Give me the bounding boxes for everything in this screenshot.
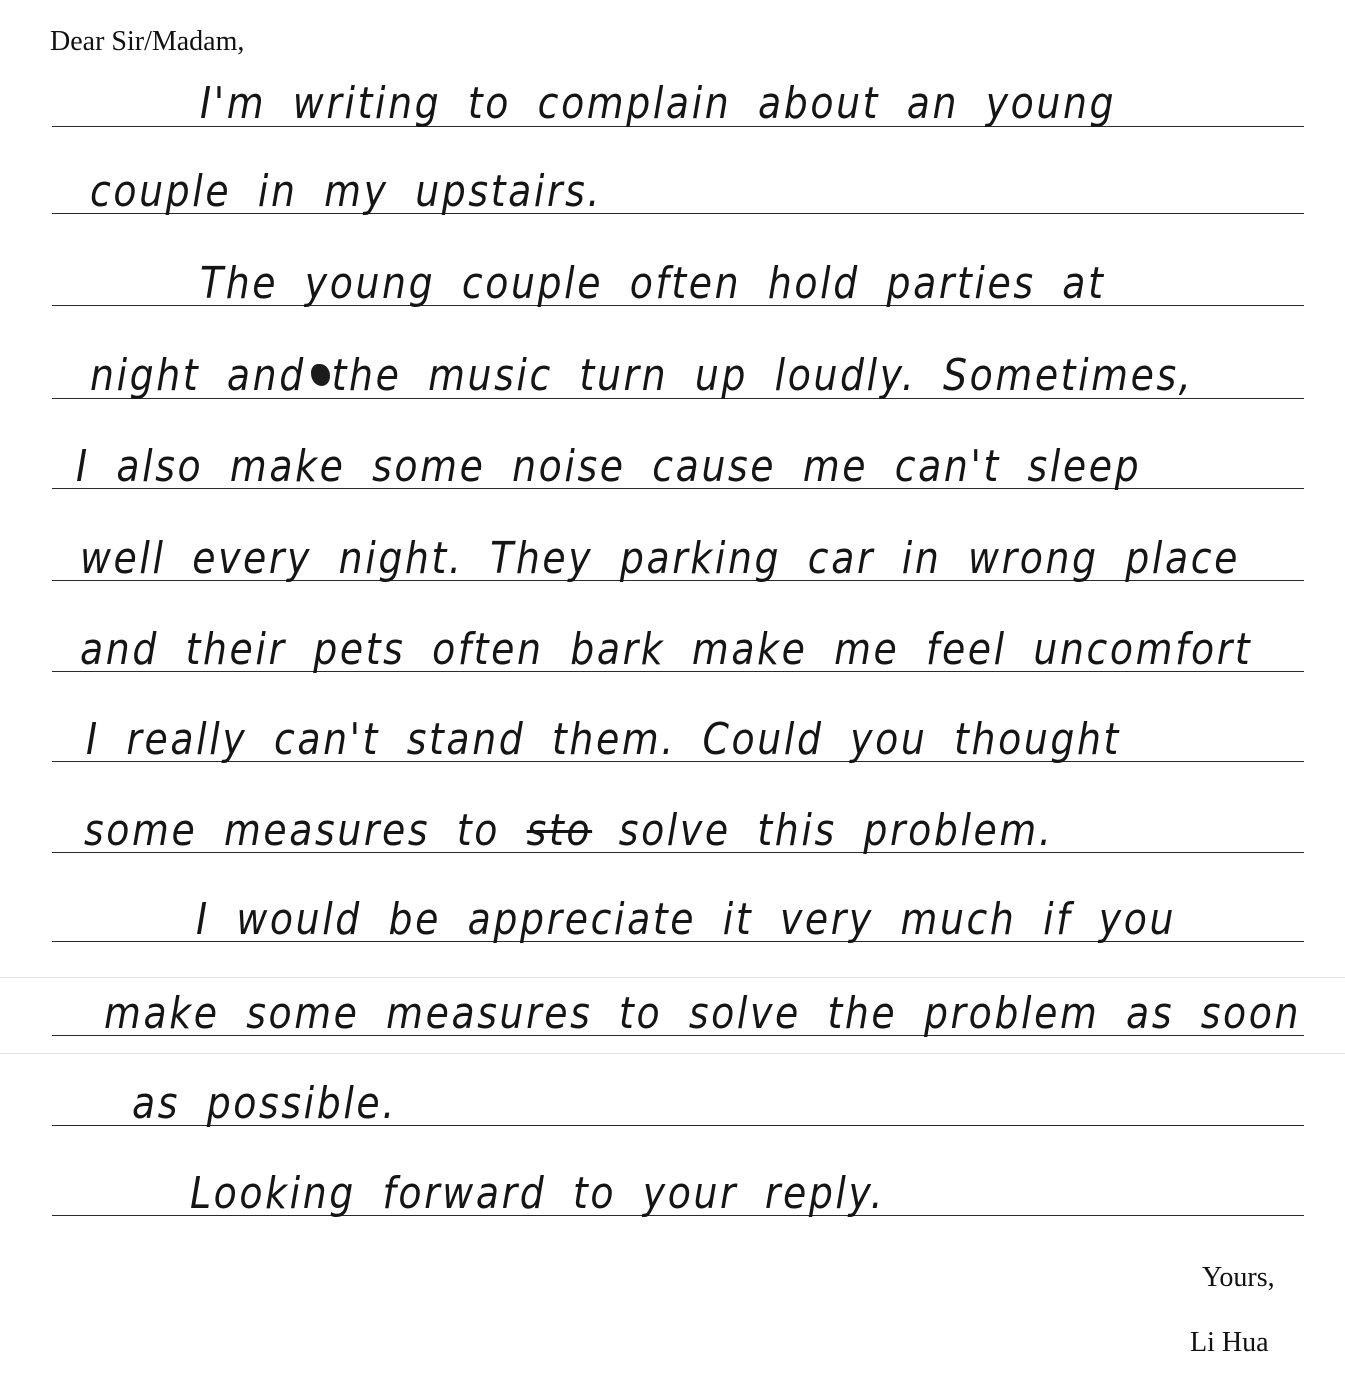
line-4-end: the music turn up loudly. Sometimes, (331, 350, 1194, 401)
line-9-end: solve this problem. (618, 805, 1054, 856)
scan-seam (0, 977, 1345, 978)
greeting: Dear Sir/Madam, (50, 26, 245, 57)
line-4-start: night and (90, 350, 306, 401)
line-9-start: some measures to (84, 805, 500, 856)
handwritten-line-11: make some measures to solve the problem as soon (104, 988, 1302, 1039)
crossed-out-word: sto (526, 805, 593, 856)
handwritten-line-4 (90, 350, 1194, 401)
handwritten-line-9 (84, 805, 1054, 856)
scan-seam (0, 1053, 1345, 1054)
handwritten-line-13: Looking forward to your reply. (190, 1168, 886, 1219)
handwritten-line-3: The young couple often hold parties at (200, 258, 1106, 309)
closing: Yours, (1202, 1262, 1275, 1293)
handwritten-line-8: I really can't stand them. Could you thought (86, 714, 1121, 765)
handwritten-line-1: I'm writing to complain about an young (200, 78, 1117, 129)
handwritten-line-2: couple in my upstairs. (90, 166, 603, 217)
ink-blot (311, 364, 330, 386)
handwritten-line-5: I also make some noise cause me can't sleep (76, 441, 1142, 492)
handwritten-line-7: and their pets often bark make me feel uncomfort (80, 624, 1253, 675)
handwritten-line-6: well every night. They parking car in wrong place (80, 533, 1240, 584)
handwritten-line-10: I would be appreciate it very much if you (196, 894, 1177, 945)
handwritten-line-12: as possible. (132, 1078, 397, 1129)
signature: Li Hua (1190, 1327, 1269, 1358)
